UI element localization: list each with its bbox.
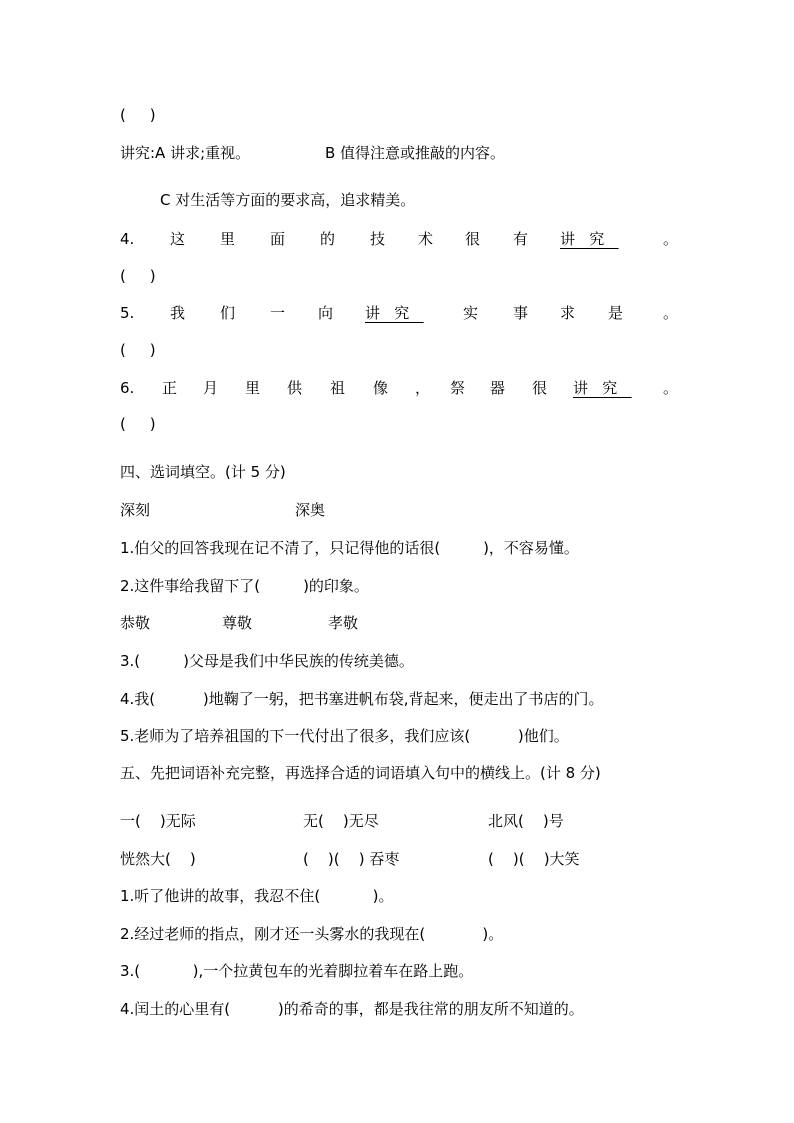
fill-question: 2.这件事给我留下了( )的印象。 [120, 577, 369, 595]
fill-question: 4.我( )地鞠了一躬，把书塞进帆布袋,背起来，便走出了书店的门。 [120, 690, 604, 708]
sentence-char: 们 [220, 304, 236, 322]
word-option: 尊敬 [222, 614, 253, 632]
question-number: 5. [120, 304, 135, 322]
sentence-char: 技 [370, 230, 386, 248]
sentence-char: 实 [463, 304, 479, 322]
underlined-word: 讲 究 [365, 304, 424, 322]
sentence-char: 。 [663, 304, 679, 322]
sentence-char: 。 [663, 379, 679, 397]
sentence-char: 向 [318, 304, 334, 322]
section-4-title: 四、选词填空。(计 5 分) [120, 463, 286, 481]
sentence-char: 求 [560, 304, 576, 322]
sentence-char: 月 [203, 379, 219, 397]
idiom-blank: 一( )无际 [120, 812, 196, 830]
fill-question: 3.( )父母是我们中华民族的传统美德。 [120, 652, 414, 670]
answer-blank: ( ) [120, 106, 156, 124]
question-number: 6. [120, 379, 135, 397]
sentence-char: 。 [663, 230, 679, 248]
fill-question: 5.老师为了培养祖国的下一代付出了很多，我们应该( )他们。 [120, 727, 569, 745]
fill-question: 3.( ),一个拉黄包车的光着脚拉着车在路上跑。 [120, 962, 474, 980]
definition-line: B 值得注意或推敲的内容。 [325, 144, 506, 162]
sentence-char: 里 [220, 230, 236, 248]
word-option: 深刻 [120, 501, 151, 519]
sentence-char: 很 [465, 230, 481, 248]
fill-question: 1.听了他讲的故事，我忍不住( )。 [120, 887, 394, 905]
idiom-blank: 北风( )号 [488, 812, 564, 830]
idiom-blank: ( )( )大笑 [488, 850, 580, 868]
sentence-char: 一 [270, 304, 286, 322]
sentence-char: 是 [608, 304, 624, 322]
definition-line: C 对生活等方面的要求高，追求精美。 [160, 191, 416, 209]
underlined-word: 讲 究 [560, 230, 619, 248]
sentence-char: 有 [513, 230, 529, 248]
underlined-word: 讲 究 [573, 379, 632, 397]
sentence-char: 器 [490, 379, 506, 397]
section-5-title: 五、先把词语补充完整，再选择合适的词语填入句中的横线上。(计 8 分) [120, 764, 601, 782]
idiom-blank: ( )( ) 吞枣 [303, 850, 400, 868]
sentence-char: 像 [373, 379, 389, 397]
sentence-char: 里 [245, 379, 261, 397]
fill-question: 1.伯父的回答我现在记不清了，只记得他的话很( )，不容易懂。 [120, 539, 579, 557]
word-option: 恭敬 [120, 614, 151, 632]
answer-blank: ( ) [120, 267, 156, 285]
sentence-char: 供 [287, 379, 303, 397]
idiom-blank: 恍然大( ) [120, 850, 196, 868]
fill-question: 4.闰土的心里有( )的希奇的事，都是我往常的朋友所不知道的。 [120, 1000, 584, 1018]
sentence-char: 事 [513, 304, 529, 322]
sentence-char: 我 [170, 304, 186, 322]
sentence-char: 祖 [330, 379, 346, 397]
fill-question: 2.经过老师的指点，刚才还一头雾水的我现在( )。 [120, 925, 504, 943]
sentence-char: 术 [418, 230, 434, 248]
sentence-char: 的 [320, 230, 336, 248]
sentence-char: 很 [532, 379, 548, 397]
word-option: 孝敬 [328, 614, 359, 632]
answer-blank: ( ) [120, 341, 156, 359]
sentence-char: 这 [170, 230, 186, 248]
sentence-char: 正 [162, 379, 178, 397]
answer-blank: ( ) [120, 415, 156, 433]
idiom-blank: 无( )无尽 [303, 812, 379, 830]
definition-line: 讲究:A 讲求;重视。 [120, 144, 251, 162]
word-option: 深奥 [295, 501, 326, 519]
sentence-char: 面 [270, 230, 286, 248]
question-number: 4. [120, 230, 135, 248]
sentence-char: ， [415, 379, 431, 397]
sentence-char: 祭 [450, 379, 466, 397]
